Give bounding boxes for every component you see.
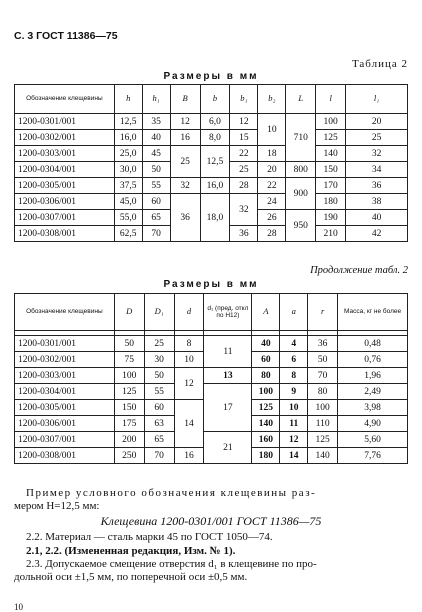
designation-cell: 1200-0305/001 bbox=[15, 400, 115, 416]
designation-cell: 1200-0303/001 bbox=[15, 146, 115, 162]
column-header: d₁ (пред. откл по H12) bbox=[204, 294, 252, 331]
table-cell: 13 bbox=[204, 368, 252, 384]
table-cell: 38 bbox=[346, 194, 408, 210]
table-row bbox=[15, 368, 408, 384]
table-cell: 125 bbox=[308, 432, 338, 448]
table-caption: Таблица 2 bbox=[351, 58, 408, 70]
table-cell: 25 bbox=[144, 336, 174, 352]
table-cell: 200 bbox=[114, 432, 144, 448]
table-cell: 18,0 bbox=[200, 194, 230, 242]
table-cell: 8,0 bbox=[200, 130, 230, 146]
table-cell: 150 bbox=[316, 162, 346, 178]
table-cell: 4 bbox=[280, 336, 308, 352]
table-cell: 16 bbox=[170, 130, 200, 146]
table-cell: 32 bbox=[346, 146, 408, 162]
table-cell: 80 bbox=[308, 384, 338, 400]
table-row bbox=[15, 178, 408, 194]
table-cell: 50 bbox=[114, 336, 144, 352]
table-cell: 25 bbox=[230, 162, 258, 178]
table-cell: 70 bbox=[308, 368, 338, 384]
table-cell: 10 bbox=[280, 400, 308, 416]
table-cell: 180 bbox=[316, 194, 346, 210]
table-cell: 25 bbox=[170, 146, 200, 178]
table-cell: 16 bbox=[174, 448, 204, 464]
table-cell: 63 bbox=[144, 416, 174, 432]
designation-cell: 1200-0308/001 bbox=[15, 448, 115, 464]
table-cell: 75 bbox=[114, 352, 144, 368]
table-cell: 36 bbox=[230, 226, 258, 242]
table-cell: 8 bbox=[280, 368, 308, 384]
dimensions-mass-table bbox=[14, 293, 408, 464]
table-cell: 110 bbox=[308, 416, 338, 432]
page-number: 10 bbox=[14, 602, 23, 612]
table-cell: 125 bbox=[316, 130, 346, 146]
table-cell: 36 bbox=[170, 194, 200, 242]
table-cell: 55,0 bbox=[114, 210, 142, 226]
table-cell: 45 bbox=[142, 146, 170, 162]
table-cell: 950 bbox=[286, 210, 316, 242]
table-cell: 18 bbox=[258, 146, 286, 162]
table-cell: 15 bbox=[230, 130, 258, 146]
table-cell: 32 bbox=[170, 178, 200, 194]
table-cell: 160 bbox=[252, 432, 280, 448]
table-cell: 50 bbox=[308, 352, 338, 368]
designation-cell: 1200-0307/001 bbox=[15, 432, 115, 448]
column-header: D bbox=[114, 294, 144, 331]
table-cell: 150 bbox=[114, 400, 144, 416]
designation-cell: 1200-0308/001 bbox=[15, 226, 115, 242]
table-cell: 37,5 bbox=[114, 178, 142, 194]
table-row bbox=[15, 114, 408, 130]
column-header: Масса, кг не более bbox=[338, 294, 408, 331]
table-cell: 60 bbox=[142, 194, 170, 210]
table-cell: 170 bbox=[316, 178, 346, 194]
table-row bbox=[15, 384, 408, 400]
column-header: h₁ bbox=[142, 85, 170, 114]
table-cell: 12,5 bbox=[200, 146, 230, 178]
table-cell: 800 bbox=[286, 162, 316, 178]
table-cell: 0,76 bbox=[338, 352, 408, 368]
table-cell: 36 bbox=[346, 178, 408, 194]
table-cell: 60 bbox=[144, 400, 174, 416]
table-cell: 42 bbox=[346, 226, 408, 242]
table-cell: 8 bbox=[174, 336, 204, 352]
table-cell: 140 bbox=[308, 448, 338, 464]
table-cell: 40 bbox=[142, 130, 170, 146]
table-cell: 900 bbox=[286, 178, 316, 210]
column-header: l₁ bbox=[346, 85, 408, 114]
table-cell: 80 bbox=[252, 368, 280, 384]
dimensions-table bbox=[14, 84, 408, 242]
table-cell: 12,5 bbox=[114, 114, 142, 130]
designation-cell: 1200-0306/001 bbox=[15, 416, 115, 432]
column-header: A bbox=[252, 294, 280, 331]
table-row bbox=[15, 130, 408, 146]
table-cell: 1,96 bbox=[338, 368, 408, 384]
table-cell: 12 bbox=[280, 432, 308, 448]
designation-cell: 1200-0304/001 bbox=[15, 162, 115, 178]
table-cell: 190 bbox=[316, 210, 346, 226]
table-cell: 140 bbox=[316, 146, 346, 162]
table-cell: 28 bbox=[258, 226, 286, 242]
table-cell: 30 bbox=[144, 352, 174, 368]
table-cell: 20 bbox=[346, 114, 408, 130]
table-cell: 11 bbox=[280, 416, 308, 432]
table-cell: 100 bbox=[114, 368, 144, 384]
table-cell: 55 bbox=[142, 178, 170, 194]
table-cell: 62,5 bbox=[114, 226, 142, 242]
table-cell: 12 bbox=[174, 368, 204, 400]
designation-cell: 1200-0303/001 bbox=[15, 368, 115, 384]
table-row bbox=[15, 336, 408, 352]
table-cell: 2,49 bbox=[338, 384, 408, 400]
table-units: Размеры в мм bbox=[163, 279, 259, 290]
column-header: a bbox=[280, 294, 308, 331]
table-cell: 10 bbox=[174, 352, 204, 368]
designation-cell: 1200-0301/001 bbox=[15, 114, 115, 130]
column-header: b₁ bbox=[230, 85, 258, 114]
table-cell: 50 bbox=[142, 162, 170, 178]
table-cell: 16,0 bbox=[114, 130, 142, 146]
table-cell: 20 bbox=[258, 162, 286, 178]
column-header: l bbox=[316, 85, 346, 114]
column-header: b bbox=[200, 85, 230, 114]
column-header: d bbox=[174, 294, 204, 331]
table-cell: 180 bbox=[252, 448, 280, 464]
column-header: Обозначение клещевины bbox=[15, 294, 115, 331]
table-cell: 9 bbox=[280, 384, 308, 400]
example-heading: Пример условного обозначения клещевины раз- bbox=[26, 487, 317, 499]
table-cell: 65 bbox=[144, 432, 174, 448]
table-cell: 6 bbox=[280, 352, 308, 368]
table-row bbox=[15, 432, 408, 448]
table-cell: 35 bbox=[142, 114, 170, 130]
clause-2-3: 2.3. Допускаемое смещение отверстия d₁ в клещевине по про- bbox=[26, 558, 317, 570]
table-cell: 21 bbox=[204, 432, 252, 464]
table-cell: 28 bbox=[230, 178, 258, 194]
table-cell: 210 bbox=[316, 226, 346, 242]
table-row bbox=[15, 146, 408, 162]
designation-cell: 1200-0302/001 bbox=[15, 352, 115, 368]
example-designation: Клещевина 1200-0301/001 ГОСТ 11386—75 bbox=[100, 514, 322, 528]
designation-cell: 1200-0307/001 bbox=[15, 210, 115, 226]
table-cell: 100 bbox=[316, 114, 346, 130]
table-cell: 26 bbox=[258, 210, 286, 226]
table-cell: 40 bbox=[346, 210, 408, 226]
table-cell: 14 bbox=[280, 448, 308, 464]
table-cell: 3,98 bbox=[338, 400, 408, 416]
table-cell: 40 bbox=[252, 336, 280, 352]
table-cell: 32 bbox=[230, 194, 258, 226]
table-header-row bbox=[15, 85, 408, 114]
table-cell: 10 bbox=[258, 114, 286, 146]
table-cell: 12 bbox=[170, 114, 200, 130]
table-cell: 22 bbox=[258, 178, 286, 194]
table-cell: 710 bbox=[286, 114, 316, 162]
table-cell: 100 bbox=[252, 384, 280, 400]
column-header: L bbox=[286, 85, 316, 114]
designation-cell: 1200-0306/001 bbox=[15, 194, 115, 210]
table-cell: 12 bbox=[230, 114, 258, 130]
example-continuation: мером H=12,5 мм: bbox=[14, 500, 100, 512]
column-header: b₂ bbox=[258, 85, 286, 114]
clause-2-2: 2.2. Материал — сталь марки 45 по ГОСТ 1050—74. bbox=[26, 531, 273, 543]
table-cell: 14 bbox=[174, 400, 204, 448]
column-header: D₁ bbox=[144, 294, 174, 331]
column-header: B bbox=[170, 85, 200, 114]
designation-cell: 1200-0305/001 bbox=[15, 178, 115, 194]
table-cell: 25 bbox=[346, 130, 408, 146]
table-cell: 45,0 bbox=[114, 194, 142, 210]
table-cell: 125 bbox=[252, 400, 280, 416]
table-cell: 34 bbox=[346, 162, 408, 178]
table-cell: 60 bbox=[252, 352, 280, 368]
table-cell: 25,0 bbox=[114, 146, 142, 162]
table-cell: 6,0 bbox=[200, 114, 230, 130]
clause-2-3-continuation: дольной оси ±1,5 мм, по поперечной оси ±0,5 мм. bbox=[14, 571, 248, 583]
table-cell: 50 bbox=[144, 368, 174, 384]
designation-cell: 1200-0301/001 bbox=[15, 336, 115, 352]
table-cell: 24 bbox=[258, 194, 286, 210]
table-cell: 65 bbox=[142, 210, 170, 226]
table-cell: 36 bbox=[308, 336, 338, 352]
table-cell: 250 bbox=[114, 448, 144, 464]
table-cell: 17 bbox=[204, 384, 252, 432]
revision-note: 2.1, 2.2. (Измененная редакция, Изм. № 1). bbox=[26, 545, 236, 557]
table-cell: 16,0 bbox=[200, 178, 230, 194]
table-cell: 175 bbox=[114, 416, 144, 432]
column-header: r bbox=[308, 294, 338, 331]
column-header: h bbox=[114, 85, 142, 114]
table-cell: 100 bbox=[308, 400, 338, 416]
table-cell: 22 bbox=[230, 146, 258, 162]
table-cell: 125 bbox=[114, 384, 144, 400]
table-cell: 11 bbox=[204, 336, 252, 368]
table-units: Размеры в мм bbox=[163, 71, 259, 82]
table-cell: 5,60 bbox=[338, 432, 408, 448]
page-header: С. 3 ГОСТ 11386—75 bbox=[14, 30, 118, 42]
table-cell: 7,76 bbox=[338, 448, 408, 464]
column-header: Обозначение клещевины bbox=[15, 85, 115, 114]
table-cell: 4,90 bbox=[338, 416, 408, 432]
table-cell: 0,48 bbox=[338, 336, 408, 352]
designation-cell: 1200-0304/001 bbox=[15, 384, 115, 400]
table-cell: 70 bbox=[142, 226, 170, 242]
table-continuation-caption: Продолжение табл. 2 bbox=[310, 265, 408, 276]
table-cell: 70 bbox=[144, 448, 174, 464]
table-cell: 30,0 bbox=[114, 162, 142, 178]
table-cell: 140 bbox=[252, 416, 280, 432]
table-cell: 55 bbox=[144, 384, 174, 400]
designation-cell: 1200-0302/001 bbox=[15, 130, 115, 146]
table-row bbox=[15, 194, 408, 210]
table-header-row bbox=[15, 294, 408, 331]
